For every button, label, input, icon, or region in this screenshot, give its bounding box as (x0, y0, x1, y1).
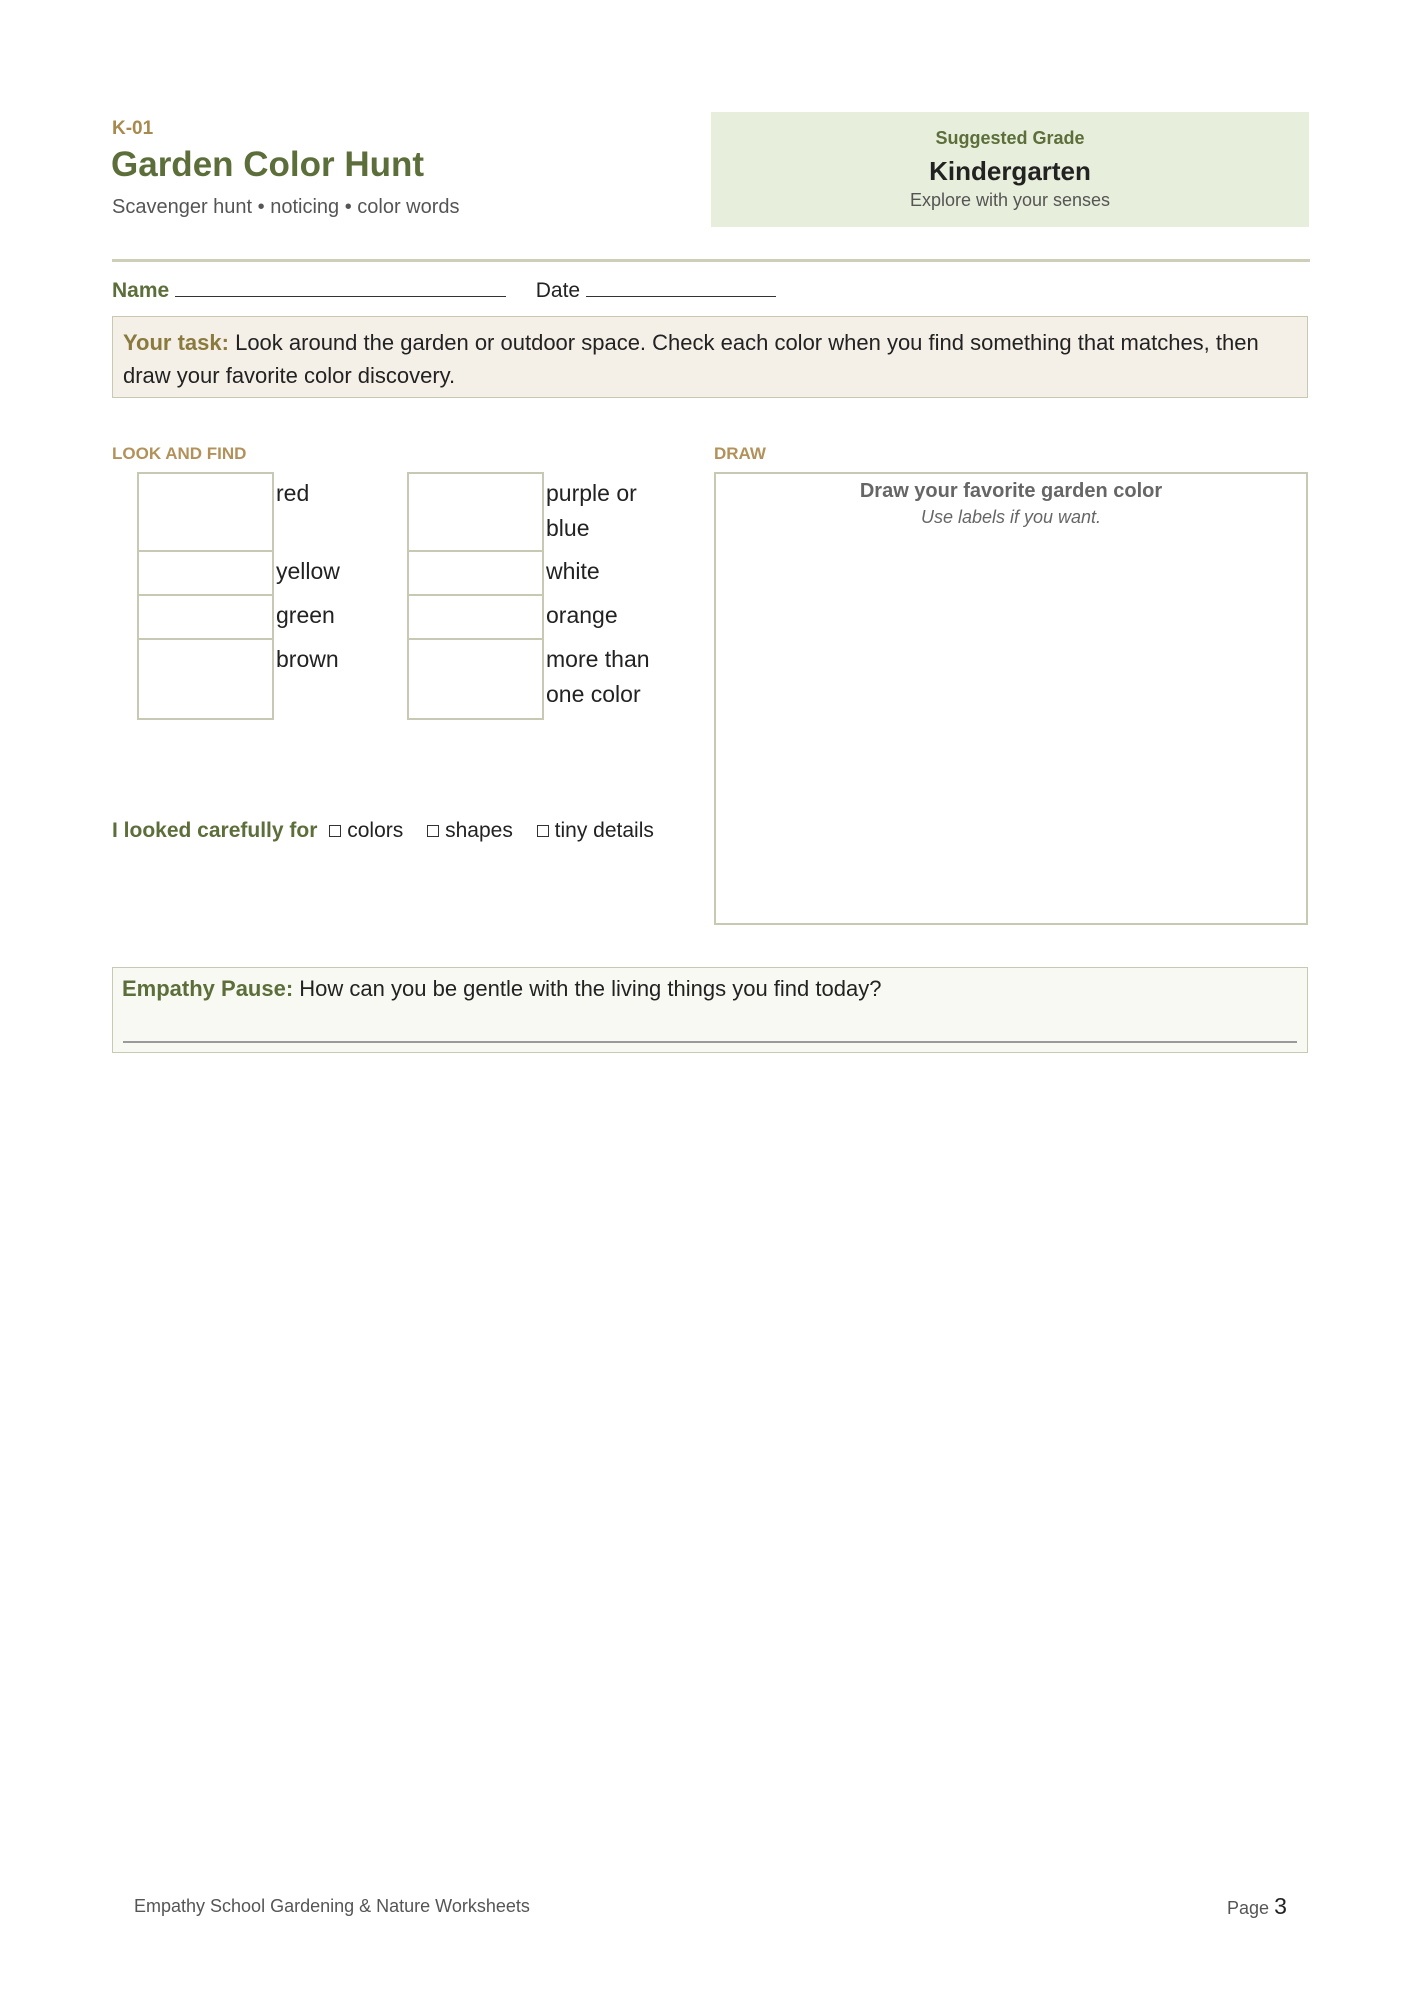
page-number (1227, 1893, 1287, 1920)
draw-title: Draw your favorite garden color (859, 480, 1163, 502)
name-field[interactable] (175, 276, 506, 297)
looked-carefully-row (112, 819, 654, 843)
name-label: Name (112, 279, 170, 302)
task-text: Look around the garden or outdoor space. Check each color when you find something that matches, then draw your favorite color discovery. (123, 330, 1259, 388)
pause-question (122, 976, 881, 1002)
worksheet-code: K-01 (112, 118, 154, 139)
option-colors: colors (347, 819, 404, 842)
draw-note: Use labels if you want. (920, 507, 1102, 527)
color-word-green: green (276, 602, 335, 628)
checkbox-tiny-details[interactable] (537, 825, 549, 837)
grade-value: Kindergarten (929, 156, 1091, 186)
empathy-pause-box (112, 967, 1308, 1053)
header-divider (112, 259, 1310, 262)
page-subtitle: Scavenger hunt • noticing • color words (112, 196, 460, 218)
task-box (112, 316, 1308, 398)
answer-line[interactable] (123, 1041, 1297, 1043)
check-box-red[interactable] (137, 472, 274, 552)
date-label: Date (535, 279, 581, 302)
color-word-red: red (276, 480, 310, 506)
check-box-purple-blue[interactable] (407, 472, 544, 552)
check-box-multi-color[interactable] (407, 638, 544, 720)
check-box-yellow[interactable] (137, 550, 274, 596)
look-and-find-label: LOOK AND FIND (112, 444, 247, 463)
looked-label: I looked carefully for (112, 819, 318, 842)
page-title: Garden Color Hunt (111, 145, 425, 184)
checkbox-shapes[interactable] (427, 825, 439, 837)
task-label: Your task: (123, 330, 229, 355)
drawing-area[interactable] (714, 472, 1308, 925)
draw-label: DRAW (714, 444, 766, 463)
color-word-yellow: yellow (276, 558, 340, 584)
grade-label: Suggested Grade (935, 128, 1085, 148)
color-word-white: white (546, 558, 600, 584)
check-box-white[interactable] (407, 550, 544, 596)
option-shapes: shapes (445, 819, 513, 842)
page-label: Page (1227, 1898, 1270, 1918)
color-word-brown: brown (276, 646, 339, 672)
color-word-purple-blue: purple or blue (546, 480, 637, 541)
grade-box (711, 112, 1309, 227)
name-date-row (112, 276, 776, 303)
check-box-brown[interactable] (137, 638, 274, 720)
pause-label: Empathy Pause: (122, 976, 294, 1001)
page-number-value: 3 (1274, 1893, 1287, 1919)
color-word-multi-color: more than one color (546, 646, 650, 707)
pause-text: How can you be gentle with the living things you find today? (299, 976, 882, 1001)
footer-text: Empathy School Gardening & Nature Worksheets (134, 1896, 530, 1916)
check-box-green[interactable] (137, 594, 274, 640)
date-field[interactable] (586, 276, 776, 297)
check-box-orange[interactable] (407, 594, 544, 640)
option-tiny-details: tiny details (554, 819, 654, 842)
checkbox-colors[interactable] (329, 825, 341, 837)
color-word-orange: orange (546, 602, 618, 628)
grade-note: Explore with your senses (909, 190, 1111, 210)
